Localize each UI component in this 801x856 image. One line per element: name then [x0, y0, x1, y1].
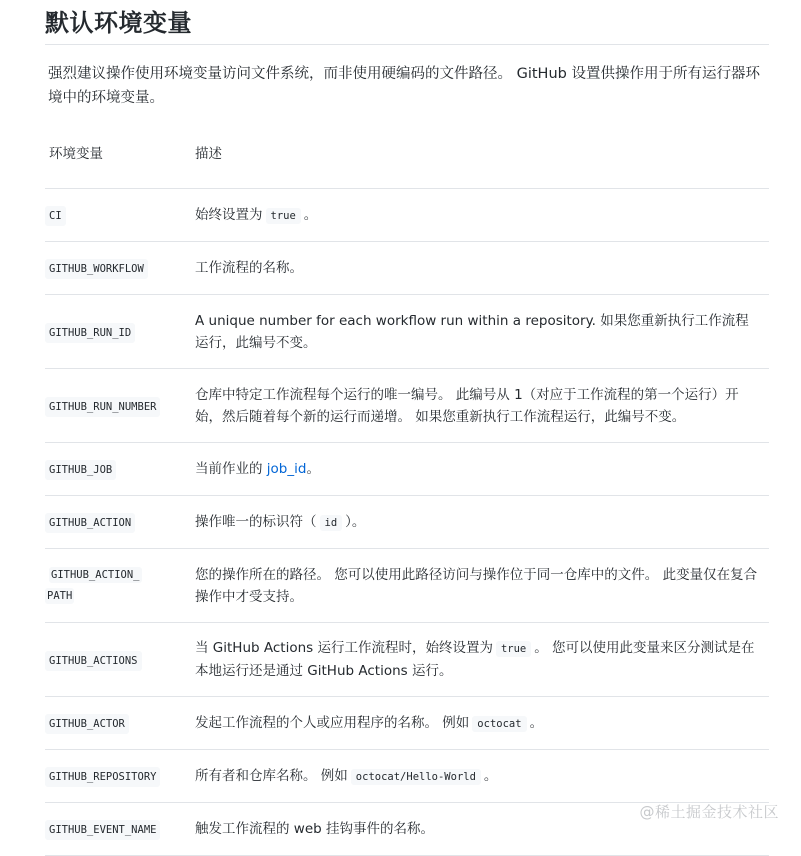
var-cell: [45, 565, 195, 607]
var-cell: [45, 818, 195, 840]
table-row: [45, 369, 769, 443]
table-row: [45, 242, 769, 295]
var-cell: [45, 257, 195, 279]
var-cell: [45, 511, 195, 533]
var-cell: [45, 204, 195, 226]
var-cell: [45, 649, 195, 671]
intro-paragraph: 强烈建议操作使用环境变量访问文件系统，而非使用硬编码的文件路径。 GitHub 设置供操作用于所有运行器环境中的环境变量。: [48, 66, 760, 106]
job-id-link[interactable]: job_id: [266, 461, 307, 477]
var-cell: [45, 321, 195, 343]
var-name: GITHUB_RUN_ID: [45, 323, 135, 343]
table-header-row: [45, 140, 769, 189]
description-cell: 当 GitHub Actions 运行工作流程时，始终设置为 true 。 您可以使用此变量来区分测试是在本地运行还是通过 GitHub Actions 运行。: [195, 640, 755, 679]
table-row: [45, 549, 769, 623]
var-name: GITHUB_EVENT_NAME: [45, 820, 160, 840]
var-cell: [45, 458, 195, 480]
docs-content: [45, 0, 769, 856]
description-cell: 仓库中特定工作流程每个运行的唯一编号。 此编号从 1（对应于工作流程的第一个运行）开始，然后随着每个新的运行而递增。 如果您重新执行工作流程运行，此编号不变。: [195, 386, 739, 425]
var-cell: [45, 712, 195, 734]
table-row: [45, 189, 769, 242]
description-cell: 工作流程的名称。: [195, 260, 303, 276]
column-header-description: 描述: [195, 146, 222, 162]
var-name: GITHUB_ACTION: [45, 513, 135, 533]
var-name: GITHUB_ACTOR: [45, 714, 129, 734]
var-name: GITHUB_RUN_NUMBER: [45, 397, 160, 417]
var-name: GITHUB_ACTIONS: [45, 651, 142, 671]
description-cell: 您的操作所在的路径。 您可以使用此路径访问与操作位于同一仓库中的文件。 此变量仅在复合操作中才受支持。: [195, 566, 758, 605]
env-vars-table: [45, 140, 769, 856]
description-cell: A unique number for each workflow run within a repository. 如果您重新执行工作流程运行，此编号不变。: [195, 312, 749, 351]
var-cell: [45, 765, 195, 787]
inline-code: true: [266, 208, 301, 224]
table-row: [45, 697, 769, 750]
page-title: 默认环境变量: [45, 0, 769, 45]
var-name: GITHUB_JOB: [45, 460, 116, 480]
inline-code: id: [320, 515, 343, 531]
watermark: @稀土掘金技术社区: [639, 803, 779, 821]
table-row: [45, 443, 769, 496]
table-row: [45, 623, 769, 697]
var-name: GITHUB_WORKFLOW: [45, 259, 148, 279]
description-cell: 操作唯一的标识符（ id ）。: [195, 513, 366, 530]
var-name-line2: PATH: [47, 589, 73, 602]
description-cell: 触发工作流程的 web 挂钩事件的名称。: [195, 821, 434, 837]
table-row: [45, 295, 769, 369]
inline-code: true: [496, 641, 531, 657]
column-header-name: 环境变量: [49, 146, 103, 162]
inline-code: octocat: [472, 716, 526, 732]
description-cell: 始终设置为 true 。: [195, 206, 318, 223]
description-cell: 当前作业的 job_id。: [195, 461, 320, 477]
var-name: CI: [45, 206, 66, 226]
description-cell: 所有者和仓库名称。 例如 octocat/Hello-World 。: [195, 767, 498, 784]
table-row: [45, 750, 769, 803]
inline-code: octocat/Hello-World: [351, 769, 481, 785]
var-name-line1: GITHUB_ACTION_: [51, 568, 140, 581]
table-row: [45, 496, 769, 549]
description-cell: 发起工作流程的个人或应用程序的名称。 例如 octocat 。: [195, 714, 544, 731]
var-name: GITHUB_REPOSITORY: [45, 767, 160, 787]
var-cell: [45, 395, 195, 417]
